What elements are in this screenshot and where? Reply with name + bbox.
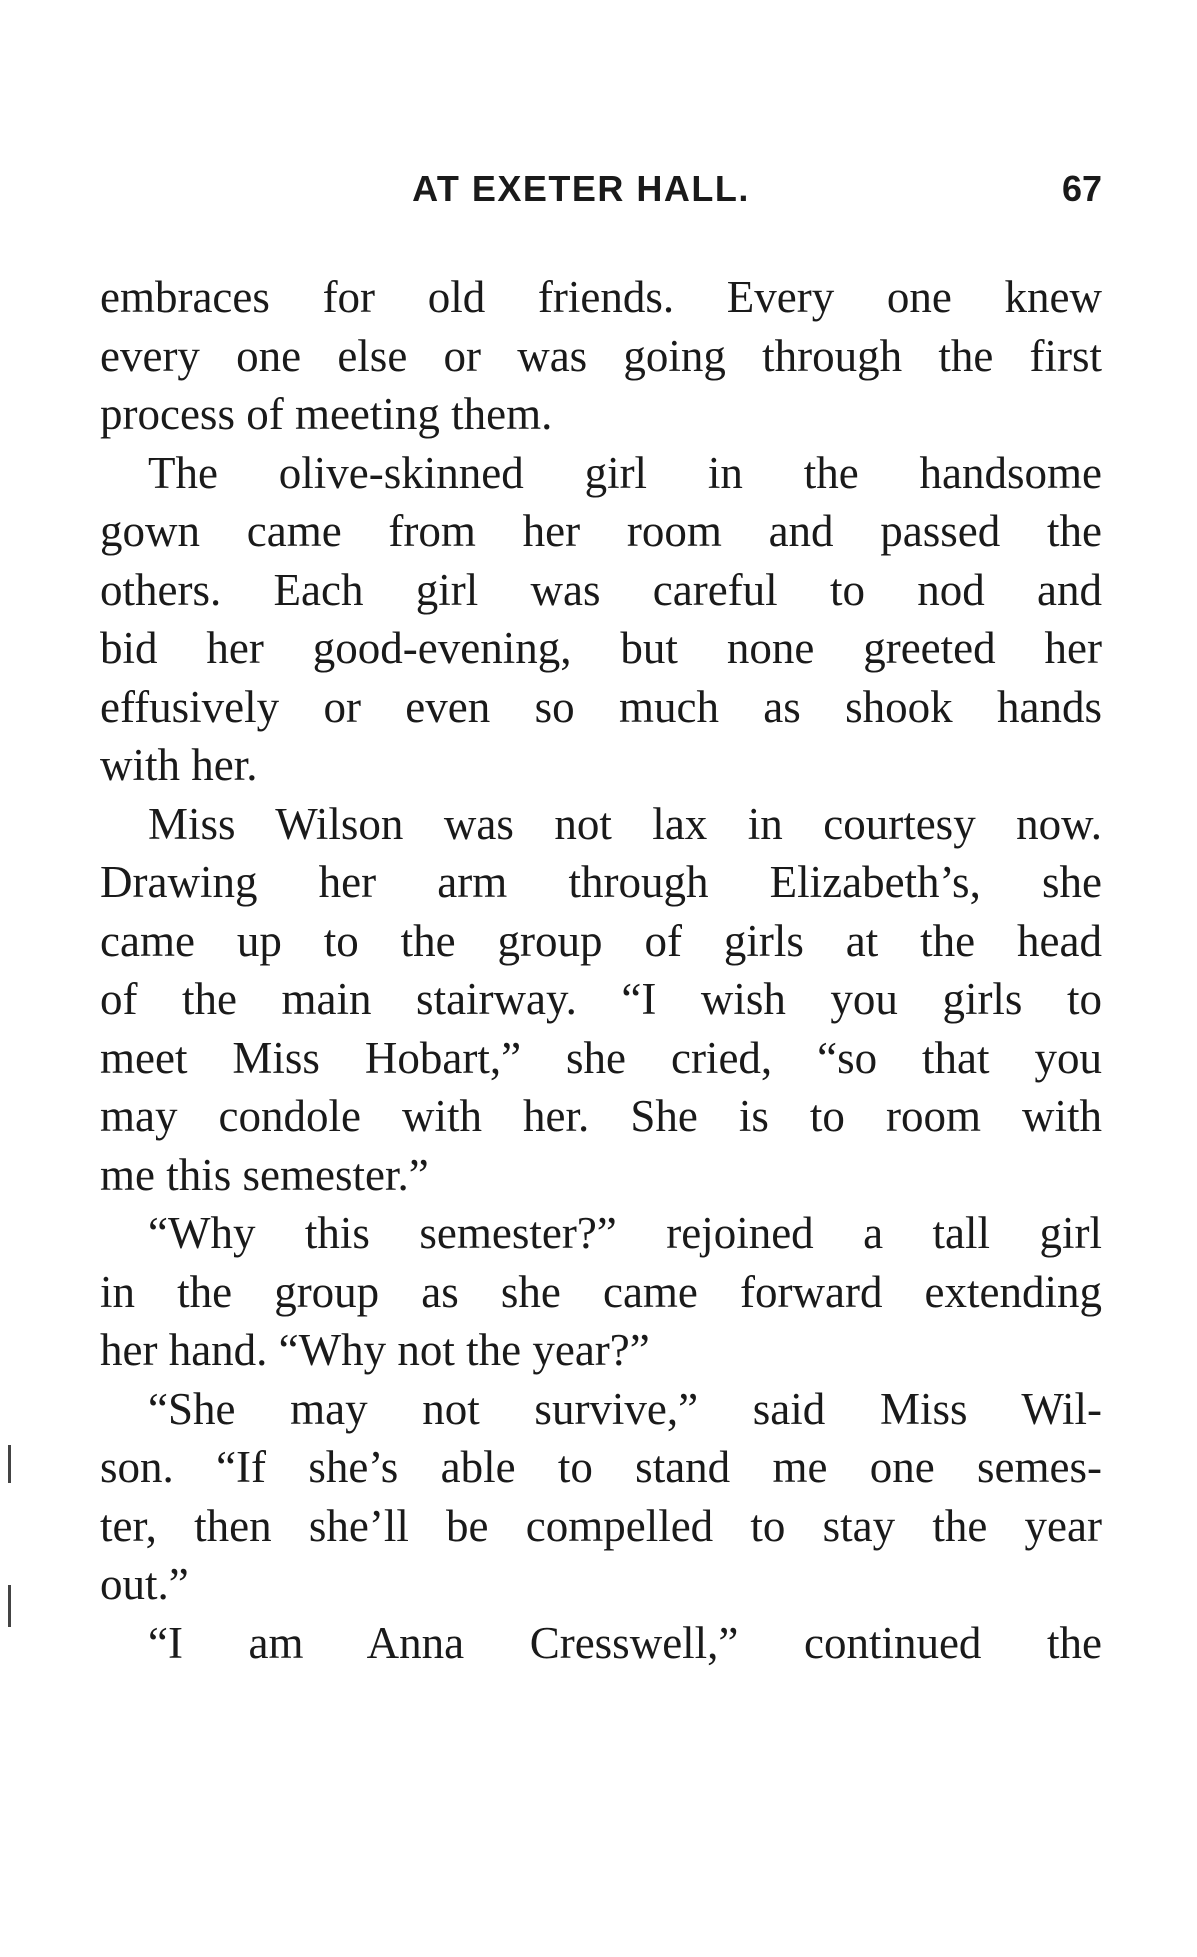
text-line: with her. bbox=[100, 740, 258, 790]
page-number: 67 bbox=[1061, 168, 1102, 209]
text-line: in the group as she came forward extending bbox=[100, 1266, 1102, 1317]
text-line: gown came from her room and passed the bbox=[100, 506, 1102, 556]
text-line: out.” bbox=[100, 1559, 189, 1609]
text-line: son. “If she’s able to stand me one semes- bbox=[100, 1442, 1102, 1492]
running-title: AT EXETER HALL. bbox=[412, 168, 750, 209]
text-line: meet Miss Hobart,” she cried, “so that you bbox=[100, 1032, 1102, 1083]
text-line: of the main stairway. “I wish you girls to bbox=[100, 974, 1102, 1024]
text-line: “She may not survive,” said Miss Wil- bbox=[148, 1383, 1102, 1434]
scan-margin-mark bbox=[8, 1445, 11, 1483]
text-line: Miss Wilson was not lax in courtesy now. bbox=[148, 798, 1102, 849]
text-line: bid her good-evening, but none greeted her bbox=[100, 623, 1102, 673]
text-line: came up to the group of girls at the head bbox=[100, 915, 1102, 966]
text-line: others. Each girl was careful to nod and bbox=[100, 564, 1102, 615]
text-line: “Why this semester?” rejoined a tall girl bbox=[148, 1208, 1102, 1258]
text-line: The olive-skinned girl in the handsome bbox=[148, 447, 1102, 498]
text-line: process of meeting them. bbox=[100, 389, 553, 439]
text-line: her hand. “Why not the year?” bbox=[100, 1325, 650, 1375]
text-line: ter, then she’ll be compelled to stay the year bbox=[100, 1500, 1102, 1551]
body-text bbox=[100, 268, 1102, 1672]
running-head bbox=[100, 168, 1102, 228]
text-line: embraces for old friends. Every one knew bbox=[100, 272, 1102, 322]
text-line: every one else or was going through the first bbox=[100, 330, 1102, 381]
text-line: me this semester.” bbox=[100, 1149, 429, 1200]
text-line: may condole with her. She is to room with bbox=[100, 1091, 1102, 1141]
text-line: Drawing her arm through Elizabeth’s, she bbox=[100, 857, 1102, 907]
text-line: “I am Anna Cresswell,” continued the bbox=[148, 1617, 1102, 1668]
text-line: effusively or even so much as shook hands bbox=[100, 681, 1102, 732]
scan-margin-mark bbox=[8, 1585, 11, 1627]
